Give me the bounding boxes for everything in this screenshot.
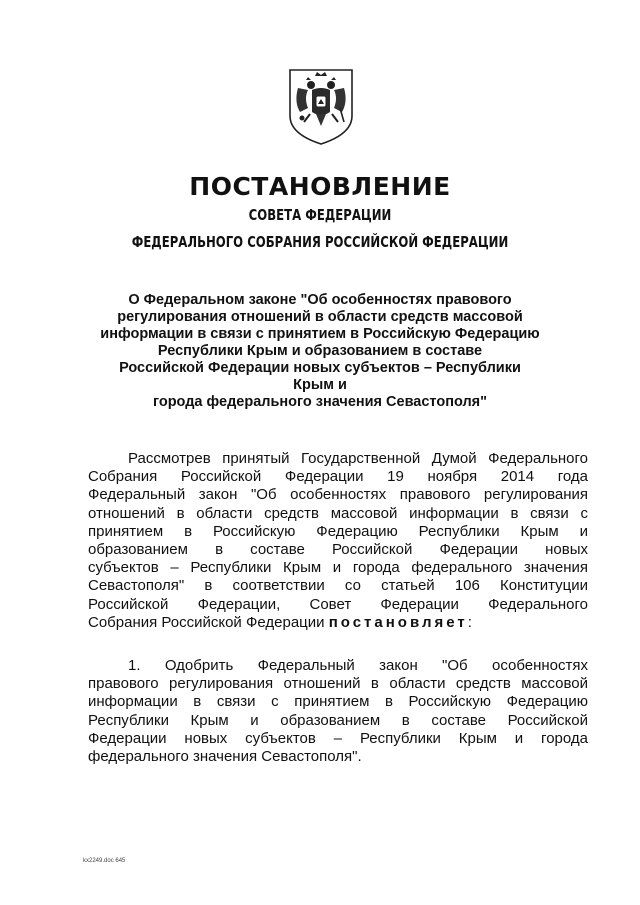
paragraph-last-line — [88, 614, 588, 632]
paragraph-line: Рассмотрев принятый Государственной Думой Федерального — [128, 450, 588, 467]
subject-line: О Федеральном законе "Об особенностях правового — [128, 292, 512, 308]
paragraph-line: Российской Федерации, Совет Федерации Федерального — [88, 595, 588, 613]
paragraph-line: Собрания Российской Федерации 19 ноября 2014 года — [88, 468, 588, 486]
paragraph-line: принятием в Российскую Федерацию Республики Крым и — [88, 522, 588, 540]
paragraph-line: федерального значения Севастополя". — [88, 748, 362, 766]
subject-line: города федерального значения Севастополя" — [152, 394, 488, 410]
preamble-paragraph — [88, 450, 588, 632]
paragraph-line: образованием в составе Российской Федерации новых — [88, 541, 588, 559]
resolution-item-1 — [88, 657, 588, 766]
subject-line: регулирования отношений в области средств массовой — [117, 309, 523, 325]
paragraph-line-text: Собрания Российской Федерации — [88, 613, 329, 631]
coat-of-arms-emblem-icon — [286, 68, 356, 146]
resolves-keyword: постановляет — [328, 613, 468, 631]
paragraph-line-end: : — [467, 613, 472, 631]
paragraph-line: отношений в области средств массовой информации в связи с — [88, 504, 588, 522]
resolution-subject — [100, 292, 540, 411]
document-subtitle-assembly: ФЕДЕРАЛЬНОГО СОБРАНИЯ РОССИЙСКОЙ ФЕДЕРАЦИИ — [131, 233, 509, 251]
paragraph-line: Республики Крым и образованием в составе Российской — [88, 711, 588, 729]
paragraph-line: информации в связи с принятием в Российскую Федерацию — [88, 693, 588, 711]
paragraph-line: субъектов – Республики Крым и города федерального значения — [88, 559, 588, 577]
document-title: ПОСТАНОВЛЕНИЕ — [189, 172, 451, 201]
paragraph-line: Севастополя" в соответствии со статьей 106 Конституции — [88, 577, 588, 595]
subject-line: Республики Крым и образованием в составе — [157, 343, 483, 359]
file-reference: kx2249.doc 645 — [83, 858, 126, 864]
paragraph-line: Федерации новых субъектов – Республики Крым и города — [88, 729, 588, 747]
subject-line: Российской Федерации новых субъектов – Республики Крым и — [119, 360, 521, 393]
paragraph-line: правового регулирования отношений в области средств массовой — [88, 675, 588, 693]
paragraph-line: 1. Одобрить Федеральный закон "Об особенностях — [128, 657, 588, 674]
paragraph-line: Федеральный закон "Об особенностях правового регулирования — [88, 486, 588, 504]
subject-line: информации в связи с принятием в Российскую Федерацию — [100, 326, 540, 342]
document-subtitle-council: СОВЕТА ФЕДЕРАЦИИ — [248, 206, 392, 224]
